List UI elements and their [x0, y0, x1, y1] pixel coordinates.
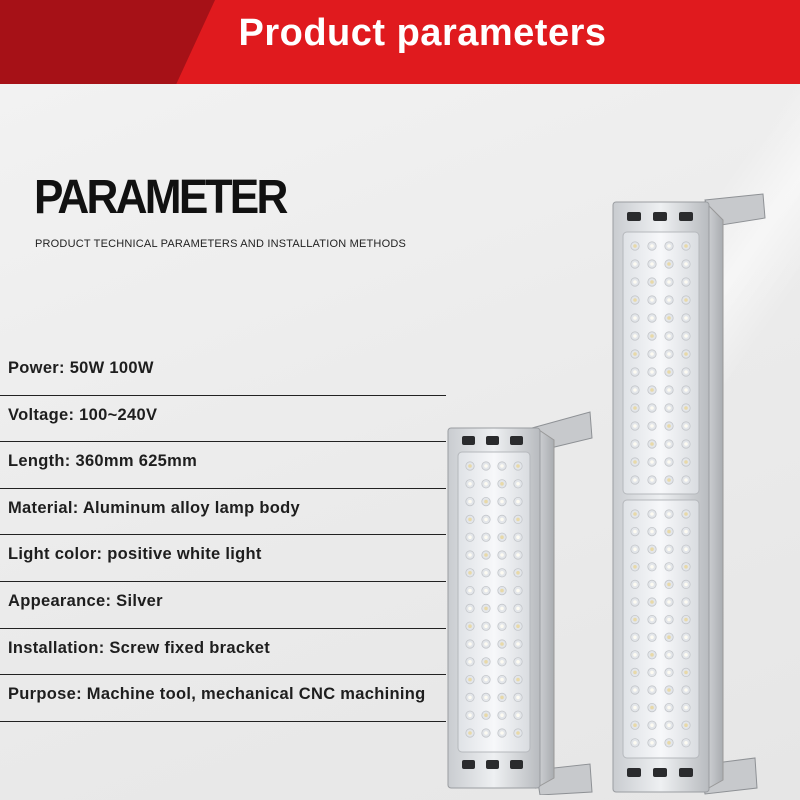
- led-chip: [684, 723, 688, 727]
- led-chip: [650, 298, 654, 302]
- led-chip: [516, 678, 520, 682]
- led-chip: [633, 280, 637, 284]
- led-chip: [650, 406, 654, 410]
- led-chip: [484, 535, 488, 539]
- led-chip: [650, 334, 654, 338]
- led-chip: [650, 262, 654, 266]
- led-chip: [684, 741, 688, 745]
- led-chip: [500, 713, 504, 717]
- led-chip: [484, 678, 488, 682]
- spec-power: Power: 50W 100W: [0, 349, 446, 396]
- led-chip: [516, 589, 520, 593]
- led-chip: [500, 642, 504, 646]
- led-chip: [650, 618, 654, 622]
- led-chip: [684, 406, 688, 410]
- led-chip: [633, 370, 637, 374]
- led-chip: [484, 589, 488, 593]
- led-chip: [667, 706, 671, 710]
- led-chip: [667, 442, 671, 446]
- led-chip: [468, 571, 472, 575]
- led-chip: [684, 298, 688, 302]
- led-chip: [468, 660, 472, 664]
- spec-material: Material: Aluminum alloy lamp body: [0, 489, 446, 536]
- led-chip: [484, 642, 488, 646]
- led-chip: [516, 571, 520, 575]
- led-chip: [667, 618, 671, 622]
- led-chip: [667, 424, 671, 428]
- led-chip: [667, 741, 671, 745]
- led-chip: [684, 388, 688, 392]
- led-chip: [516, 518, 520, 522]
- led-chip: [667, 370, 671, 374]
- led-chip: [484, 624, 488, 628]
- led-chip: [500, 518, 504, 522]
- led-chip: [684, 618, 688, 622]
- led-chip: [650, 635, 654, 639]
- led-chip: [650, 706, 654, 710]
- led-chip: [516, 535, 520, 539]
- led-chip: [468, 553, 472, 557]
- led-chip: [633, 706, 637, 710]
- led-chip: [650, 688, 654, 692]
- led-chip: [650, 600, 654, 604]
- led-chip: [468, 535, 472, 539]
- spec-voltage: Voltage: 100~240V: [0, 396, 446, 443]
- led-chip: [500, 678, 504, 682]
- led-chip: [516, 642, 520, 646]
- led-chip: [633, 334, 637, 338]
- spec-light-color: Light color: positive white light: [0, 535, 446, 582]
- led-chip: [667, 406, 671, 410]
- led-chip: [500, 535, 504, 539]
- led-chip: [468, 678, 472, 682]
- led-chip: [650, 424, 654, 428]
- led-chip: [516, 731, 520, 735]
- led-chip: [667, 262, 671, 266]
- led-chip: [684, 424, 688, 428]
- led-chip: [650, 530, 654, 534]
- led-chip: [667, 352, 671, 356]
- led-chip: [650, 460, 654, 464]
- led-chip: [484, 713, 488, 717]
- led-chip: [484, 696, 488, 700]
- led-chip: [633, 244, 637, 248]
- header-banner: [0, 0, 800, 84]
- led-chip: [516, 482, 520, 486]
- led-chip: [468, 642, 472, 646]
- led-chip: [500, 571, 504, 575]
- led-chip: [468, 500, 472, 504]
- led-chip: [633, 600, 637, 604]
- led-chip: [650, 547, 654, 551]
- led-chip: [667, 512, 671, 516]
- led-chip: [633, 298, 637, 302]
- parameter-heading: PARAMETER: [34, 171, 286, 224]
- led-chip: [516, 607, 520, 611]
- led-chip: [650, 583, 654, 587]
- led-chip: [650, 370, 654, 374]
- led-chip: [684, 600, 688, 604]
- led-chip: [633, 478, 637, 482]
- led-chip: [667, 298, 671, 302]
- led-chip: [516, 624, 520, 628]
- led-chip: [500, 624, 504, 628]
- led-chip: [516, 464, 520, 468]
- led-chip: [684, 478, 688, 482]
- led-chip: [468, 624, 472, 628]
- led-chip: [633, 316, 637, 320]
- spec-purpose: Purpose: Machine tool, mechanical CNC machining: [0, 675, 446, 722]
- led-chip: [633, 388, 637, 392]
- led-chip: [484, 518, 488, 522]
- led-chip: [468, 464, 472, 468]
- led-chip: [650, 244, 654, 248]
- led-chip: [633, 512, 637, 516]
- led-chip: [684, 316, 688, 320]
- spec-list: [0, 349, 446, 722]
- led-chip: [633, 262, 637, 266]
- led-chip: [633, 671, 637, 675]
- led-chip: [684, 262, 688, 266]
- led-chip: [633, 424, 637, 428]
- led-chip: [633, 460, 637, 464]
- led-chip: [684, 653, 688, 657]
- led-chip: [500, 482, 504, 486]
- led-chip: [684, 334, 688, 338]
- led-chip: [468, 482, 472, 486]
- led-chip: [684, 706, 688, 710]
- led-chip: [633, 723, 637, 727]
- led-chip: [468, 518, 472, 522]
- led-chip: [633, 547, 637, 551]
- parameter-subheading: PRODUCT TECHNICAL PARAMETERS AND INSTALLATION METHODS: [35, 238, 407, 250]
- led-chip: [650, 316, 654, 320]
- led-chip: [500, 731, 504, 735]
- led-chip: [516, 713, 520, 717]
- led-chip: [684, 442, 688, 446]
- led-chip: [650, 442, 654, 446]
- led-chip: [500, 464, 504, 468]
- led-chip: [633, 583, 637, 587]
- led-chip: [633, 442, 637, 446]
- led-chip: [650, 565, 654, 569]
- led-chip: [633, 565, 637, 569]
- led-chip: [650, 352, 654, 356]
- led-chip: [500, 607, 504, 611]
- led-chip: [667, 460, 671, 464]
- led-chip: [650, 478, 654, 482]
- led-chip: [667, 653, 671, 657]
- led-chip: [633, 688, 637, 692]
- led-chip: [684, 244, 688, 248]
- led-chip: [684, 370, 688, 374]
- led-chip: [633, 618, 637, 622]
- led-chip: [667, 316, 671, 320]
- led-chip: [650, 741, 654, 745]
- led-chip: [500, 500, 504, 504]
- led-chip: [650, 671, 654, 675]
- led-chip: [484, 500, 488, 504]
- led-chip: [667, 723, 671, 727]
- led-chip: [684, 583, 688, 587]
- led-chip: [684, 530, 688, 534]
- led-chip: [633, 635, 637, 639]
- spec-appearance: Appearance: Silver: [0, 582, 446, 629]
- led-chip: [667, 388, 671, 392]
- led-chip: [484, 482, 488, 486]
- led-chip: [500, 660, 504, 664]
- led-chip: [633, 741, 637, 745]
- led-chip: [650, 388, 654, 392]
- led-chip: [468, 607, 472, 611]
- led-chip: [667, 280, 671, 284]
- led-chip: [516, 553, 520, 557]
- led-chip: [633, 530, 637, 534]
- led-chip: [684, 547, 688, 551]
- led-chip: [500, 589, 504, 593]
- led-chip: [667, 583, 671, 587]
- led-chip: [516, 660, 520, 664]
- led-chip: [684, 688, 688, 692]
- led-chip: [633, 653, 637, 657]
- led-chip: [650, 723, 654, 727]
- led-chip: [484, 464, 488, 468]
- led-chip: [516, 500, 520, 504]
- led-chip: [484, 731, 488, 735]
- led-chip: [667, 635, 671, 639]
- led-chip: [500, 696, 504, 700]
- led-chip: [667, 600, 671, 604]
- led-chip: [650, 653, 654, 657]
- led-chip: [667, 547, 671, 551]
- spec-length: Length: 360mm 625mm: [0, 442, 446, 489]
- large-led-lamp-image: [605, 190, 775, 795]
- led-chip: [684, 671, 688, 675]
- led-chip: [667, 671, 671, 675]
- led-chip: [468, 713, 472, 717]
- led-chip: [684, 352, 688, 356]
- led-chip: [468, 731, 472, 735]
- led-chip: [633, 352, 637, 356]
- led-chip: [516, 696, 520, 700]
- led-chip: [684, 280, 688, 284]
- spec-installation: Installation: Screw fixed bracket: [0, 629, 446, 676]
- small-led-lamp-image: [440, 410, 600, 795]
- led-chip: [667, 478, 671, 482]
- led-chip: [650, 280, 654, 284]
- led-chip: [684, 512, 688, 516]
- led-chip: [484, 660, 488, 664]
- led-chip: [667, 244, 671, 248]
- led-chip: [667, 688, 671, 692]
- led-chip: [484, 607, 488, 611]
- led-chip: [667, 334, 671, 338]
- led-chip: [484, 553, 488, 557]
- led-chip: [667, 565, 671, 569]
- led-chip: [484, 571, 488, 575]
- page-title: Product parameters: [238, 12, 607, 54]
- led-chip: [684, 635, 688, 639]
- led-chip: [667, 530, 671, 534]
- led-chip: [468, 696, 472, 700]
- led-chip: [684, 460, 688, 464]
- led-chip: [468, 589, 472, 593]
- led-chip: [500, 553, 504, 557]
- led-chip: [684, 565, 688, 569]
- led-chip: [650, 512, 654, 516]
- led-chip: [633, 406, 637, 410]
